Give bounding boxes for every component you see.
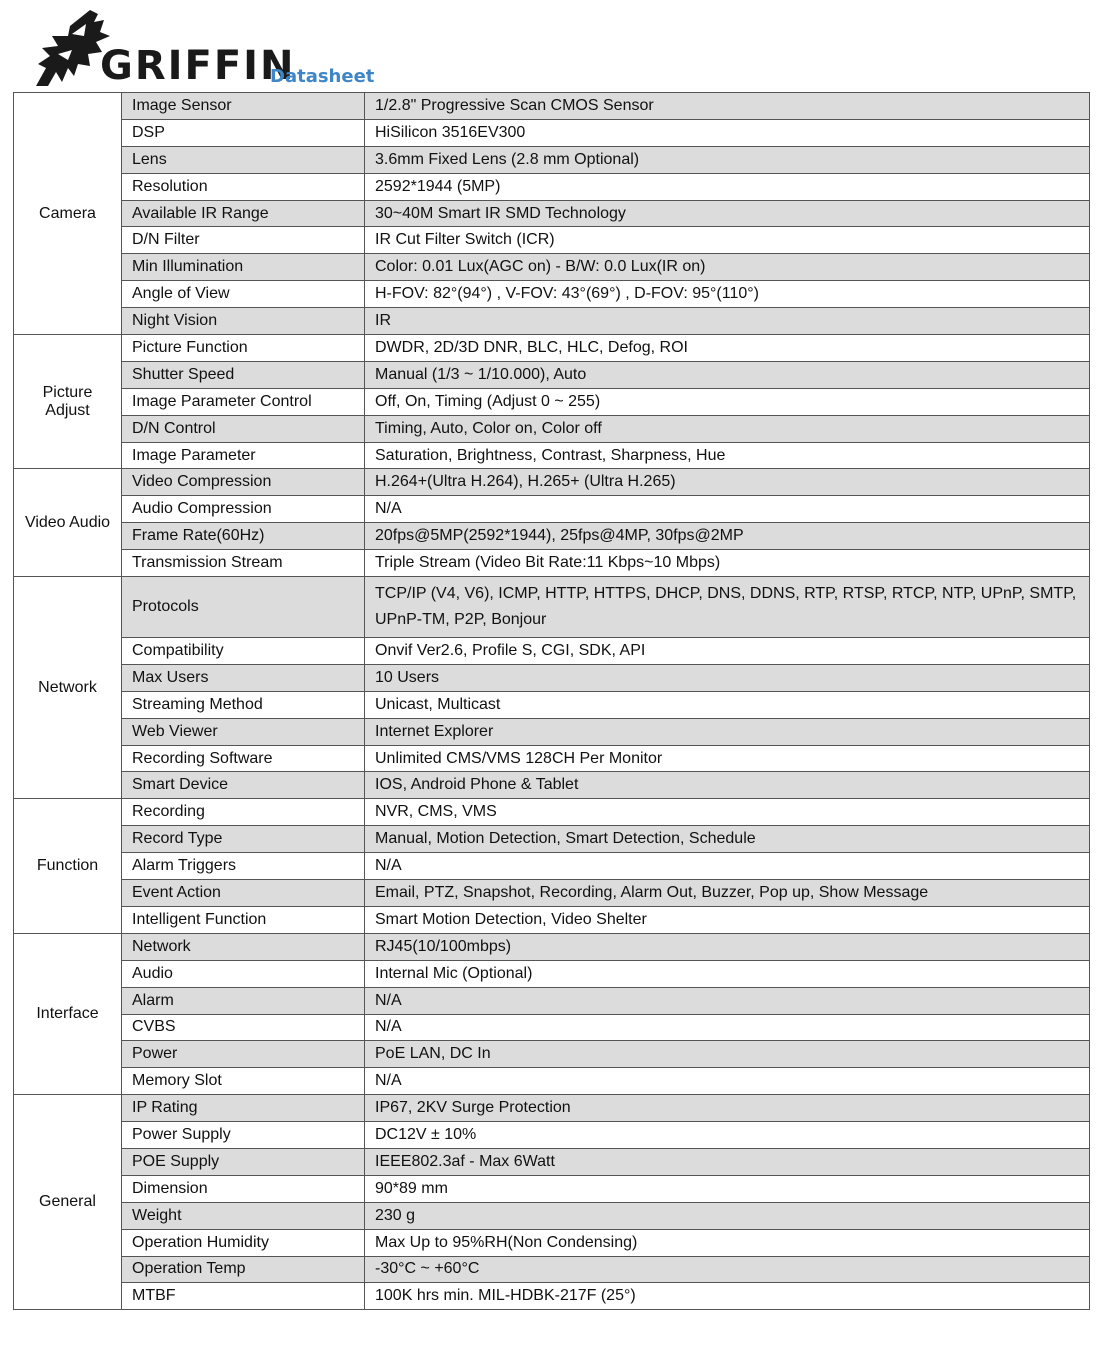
spec-label: Operation Humidity (122, 1229, 365, 1256)
spec-row (14, 718, 1090, 745)
spec-label: Angle of View (122, 281, 365, 308)
spec-label: Image Parameter Control (122, 388, 365, 415)
spec-row (14, 745, 1090, 772)
spec-value: H.264+(Ultra H.264), H.265+ (Ultra H.265) (365, 469, 1090, 496)
spec-row (14, 1014, 1090, 1041)
spec-value: Unicast, Multicast (365, 691, 1090, 718)
spec-group-label: Function (14, 799, 122, 933)
spec-label: Power Supply (122, 1122, 365, 1149)
spec-label: DSP (122, 119, 365, 146)
spec-row (14, 146, 1090, 173)
spec-row (14, 550, 1090, 577)
spec-row (14, 664, 1090, 691)
spec-table-body (14, 93, 1090, 1310)
spec-row (14, 361, 1090, 388)
spec-row (14, 1229, 1090, 1256)
spec-value: 20fps@5MP(2592*1944), 25fps@4MP, 30fps@2MP (365, 523, 1090, 550)
spec-label: Protocols (122, 577, 365, 638)
brand-name: GRIFFIN (100, 43, 296, 89)
spec-group-label: Camera (14, 93, 122, 335)
spec-value: Off, On, Timing (Adjust 0 ~ 255) (365, 388, 1090, 415)
spec-value: N/A (365, 1014, 1090, 1041)
spec-label: Dimension (122, 1175, 365, 1202)
spec-label: IP Rating (122, 1095, 365, 1122)
spec-table (13, 92, 1090, 1310)
spec-label: Recording Software (122, 745, 365, 772)
spec-label: MTBF (122, 1283, 365, 1310)
spec-label: CVBS (122, 1014, 365, 1041)
spec-row (14, 1122, 1090, 1149)
spec-row (14, 469, 1090, 496)
spec-value: TCP/IP (V4, V6), ICMP, HTTP, HTTPS, DHCP, DNS, DDNS, RTP, RTSP, RTCP, NTP, UPnP, SMTP, UPnP-TM, P2P, Bonjour (365, 577, 1090, 638)
spec-value: IR Cut Filter Switch (ICR) (365, 227, 1090, 254)
spec-label: Available IR Range (122, 200, 365, 227)
spec-row (14, 254, 1090, 281)
spec-value: IOS, Android Phone & Tablet (365, 772, 1090, 799)
spec-row (14, 1068, 1090, 1095)
spec-value: 1/2.8" Progressive Scan CMOS Sensor (365, 93, 1090, 120)
spec-label: Weight (122, 1202, 365, 1229)
spec-row (14, 281, 1090, 308)
spec-row (14, 119, 1090, 146)
spec-label: Max Users (122, 664, 365, 691)
spec-group-label: General (14, 1095, 122, 1310)
spec-row (14, 880, 1090, 907)
spec-label: Power (122, 1041, 365, 1068)
spec-label: Record Type (122, 826, 365, 853)
spec-row (14, 1202, 1090, 1229)
spec-value: Color: 0.01 Lux(AGC on) - B/W: 0.0 Lux(IR on) (365, 254, 1090, 281)
spec-row (14, 1041, 1090, 1068)
spec-row (14, 1175, 1090, 1202)
spec-label: Image Sensor (122, 93, 365, 120)
spec-label: Web Viewer (122, 718, 365, 745)
spec-row (14, 415, 1090, 442)
spec-value: 90*89 mm (365, 1175, 1090, 1202)
spec-value: H-FOV: 82°(94°) , V-FOV: 43°(69°) , D-FOV: 95°(110°) (365, 281, 1090, 308)
spec-label: Frame Rate(60Hz) (122, 523, 365, 550)
spec-value: PoE LAN, DC In (365, 1041, 1090, 1068)
spec-label: Network (122, 933, 365, 960)
spec-value: Onvif Ver2.6, Profile S, CGI, SDK, API (365, 638, 1090, 665)
spec-value: Internal Mic (Optional) (365, 960, 1090, 987)
spec-value: DC12V ± 10% (365, 1122, 1090, 1149)
spec-label: Audio Compression (122, 496, 365, 523)
spec-value: N/A (365, 1068, 1090, 1095)
spec-row (14, 1148, 1090, 1175)
spec-value: Manual, Motion Detection, Smart Detection, Schedule (365, 826, 1090, 853)
spec-label: Transmission Stream (122, 550, 365, 577)
spec-row (14, 577, 1090, 638)
spec-row (14, 853, 1090, 880)
document-subtitle: Datasheet (270, 66, 375, 87)
spec-label: Audio (122, 960, 365, 987)
spec-value: Triple Stream (Video Bit Rate:11 Kbps~10 Mbps) (365, 550, 1090, 577)
spec-label: D/N Filter (122, 227, 365, 254)
spec-label: Lens (122, 146, 365, 173)
spec-row (14, 523, 1090, 550)
spec-label: Picture Function (122, 335, 365, 362)
spec-value: Timing, Auto, Color on, Color off (365, 415, 1090, 442)
spec-row (14, 638, 1090, 665)
spec-row (14, 1283, 1090, 1310)
spec-row (14, 200, 1090, 227)
spec-group-label: Picture Adjust (14, 335, 122, 469)
spec-label: Video Compression (122, 469, 365, 496)
spec-value: Max Up to 95%RH(Non Condensing) (365, 1229, 1090, 1256)
spec-value: N/A (365, 853, 1090, 880)
spec-row (14, 826, 1090, 853)
spec-row (14, 173, 1090, 200)
spec-label: D/N Control (122, 415, 365, 442)
spec-value: Smart Motion Detection, Video Shelter (365, 906, 1090, 933)
spec-value: RJ45(10/100mbps) (365, 933, 1090, 960)
spec-value: 10 Users (365, 664, 1090, 691)
spec-row (14, 691, 1090, 718)
spec-label: Memory Slot (122, 1068, 365, 1095)
spec-value: IEEE802.3af - Max 6Watt (365, 1148, 1090, 1175)
spec-value: 3.6mm Fixed Lens (2.8 mm Optional) (365, 146, 1090, 173)
spec-value: IP67, 2KV Surge Protection (365, 1095, 1090, 1122)
spec-label: Image Parameter (122, 442, 365, 469)
spec-label: POE Supply (122, 1148, 365, 1175)
spec-group-label: Interface (14, 933, 122, 1094)
spec-row (14, 1095, 1090, 1122)
spec-value: NVR, CMS, VMS (365, 799, 1090, 826)
spec-value: Email, PTZ, Snapshot, Recording, Alarm Out, Buzzer, Pop up, Show Message (365, 880, 1090, 907)
spec-label: Shutter Speed (122, 361, 365, 388)
spec-row (14, 335, 1090, 362)
spec-value: 100K hrs min. MIL-HDBK-217F (25°) (365, 1283, 1090, 1310)
spec-row (14, 799, 1090, 826)
spec-value: HiSilicon 3516EV300 (365, 119, 1090, 146)
spec-value: 30~40M Smart IR SMD Technology (365, 200, 1090, 227)
spec-label: Streaming Method (122, 691, 365, 718)
spec-value: -30°C ~ +60°C (365, 1256, 1090, 1283)
spec-row (14, 906, 1090, 933)
spec-row (14, 987, 1090, 1014)
spec-value: 230 g (365, 1202, 1090, 1229)
spec-label: Alarm (122, 987, 365, 1014)
spec-row (14, 93, 1090, 120)
spec-value: N/A (365, 987, 1090, 1014)
spec-label: Smart Device (122, 772, 365, 799)
spec-row (14, 1256, 1090, 1283)
spec-label: Intelligent Function (122, 906, 365, 933)
spec-label: Resolution (122, 173, 365, 200)
spec-group-label: Network (14, 577, 122, 799)
spec-value: DWDR, 2D/3D DNR, BLC, HLC, Defog, ROI (365, 335, 1090, 362)
spec-row (14, 442, 1090, 469)
spec-row (14, 308, 1090, 335)
spec-value: Manual (1/3 ~ 1/10.000), Auto (365, 361, 1090, 388)
spec-value: Saturation, Brightness, Contrast, Sharpness, Hue (365, 442, 1090, 469)
spec-label: Event Action (122, 880, 365, 907)
spec-label: Operation Temp (122, 1256, 365, 1283)
spec-row (14, 227, 1090, 254)
spec-label: Compatibility (122, 638, 365, 665)
spec-value: Internet Explorer (365, 718, 1090, 745)
spec-label: Alarm Triggers (122, 853, 365, 880)
spec-value: 2592*1944 (5MP) (365, 173, 1090, 200)
spec-label: Night Vision (122, 308, 365, 335)
spec-value: Unlimited CMS/VMS 128CH Per Monitor (365, 745, 1090, 772)
datasheet-header (28, 6, 408, 90)
spec-row (14, 960, 1090, 987)
spec-row (14, 388, 1090, 415)
spec-row (14, 933, 1090, 960)
spec-label: Recording (122, 799, 365, 826)
spec-row (14, 496, 1090, 523)
spec-label: Min Illumination (122, 254, 365, 281)
spec-row (14, 772, 1090, 799)
spec-value: IR (365, 308, 1090, 335)
spec-value: N/A (365, 496, 1090, 523)
spec-group-label: Video Audio (14, 469, 122, 577)
